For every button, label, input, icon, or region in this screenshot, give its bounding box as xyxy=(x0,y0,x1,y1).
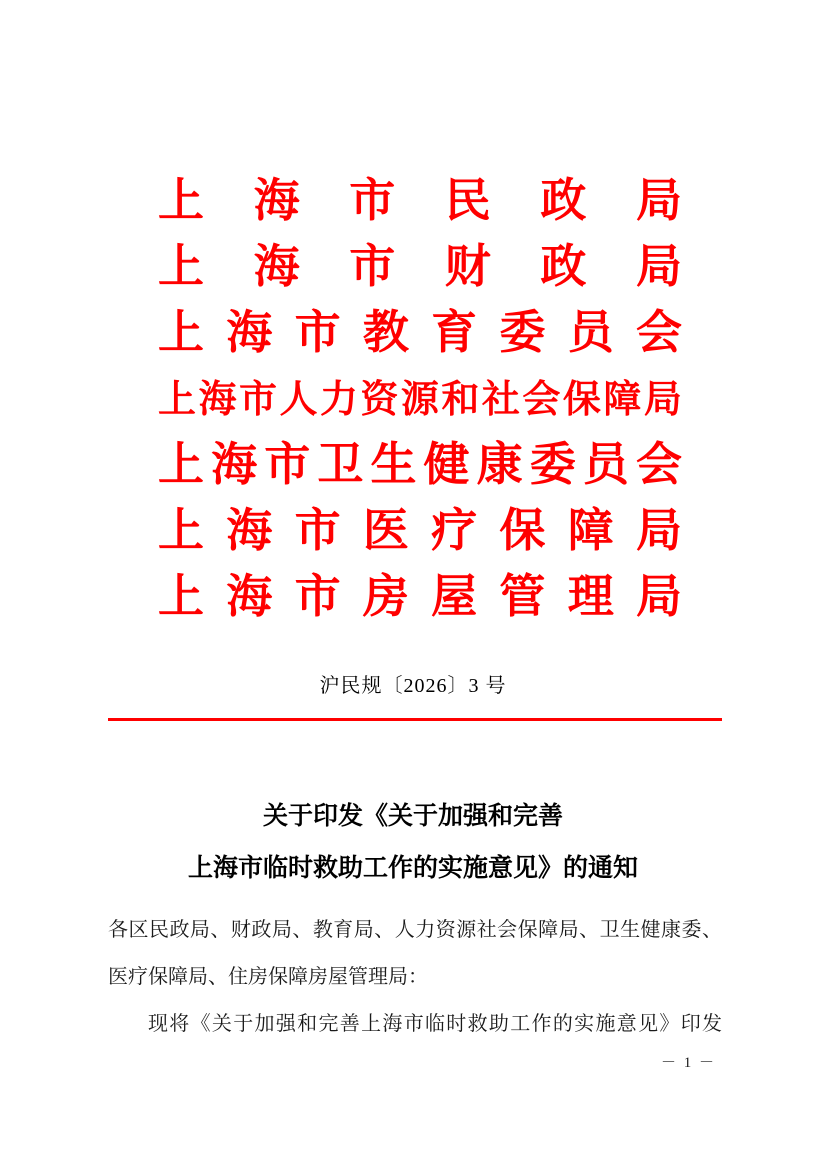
agency-name: 上 海 市 医 疗 保 障 局 xyxy=(158,505,682,556)
document-body xyxy=(108,907,722,1048)
document-title xyxy=(0,791,826,895)
issuing-agencies-header xyxy=(158,164,682,626)
recipients-line: 各区民政局、财政局、教育局、人力资源社会保障局、卫生健康委、医疗保障局、住房保障房屋管理局： xyxy=(108,919,722,988)
agency-name: 上 海 市 教 育 委 员 会 xyxy=(158,307,682,358)
body-paragraph: 现将《关于加强和完善上海市临时救助工作的实施意见》印发 xyxy=(148,1013,722,1035)
page-number: － 1 － xyxy=(660,1055,716,1071)
red-separator-line xyxy=(108,718,722,721)
agency-name: 上 海 市 房 屋 管 理 局 xyxy=(158,571,682,622)
agency-name: 上 海 市 人 力 资 源 和 社 会 保 障 局 xyxy=(158,378,682,421)
document-title-line1: 关于印发《关于加强和完善 xyxy=(262,803,563,830)
agency-name: 上 海 市 财 政 局 xyxy=(158,241,682,292)
agency-name: 上 海 市 卫 生 健 康 委 员 会 xyxy=(158,439,682,490)
agency-name: 上 海 市 民 政 局 xyxy=(158,175,682,226)
document-title-line2: 上海市临时救助工作的实施意见》的通知 xyxy=(187,855,638,882)
document-number: 沪民规〔2026〕3 号 xyxy=(319,675,507,697)
